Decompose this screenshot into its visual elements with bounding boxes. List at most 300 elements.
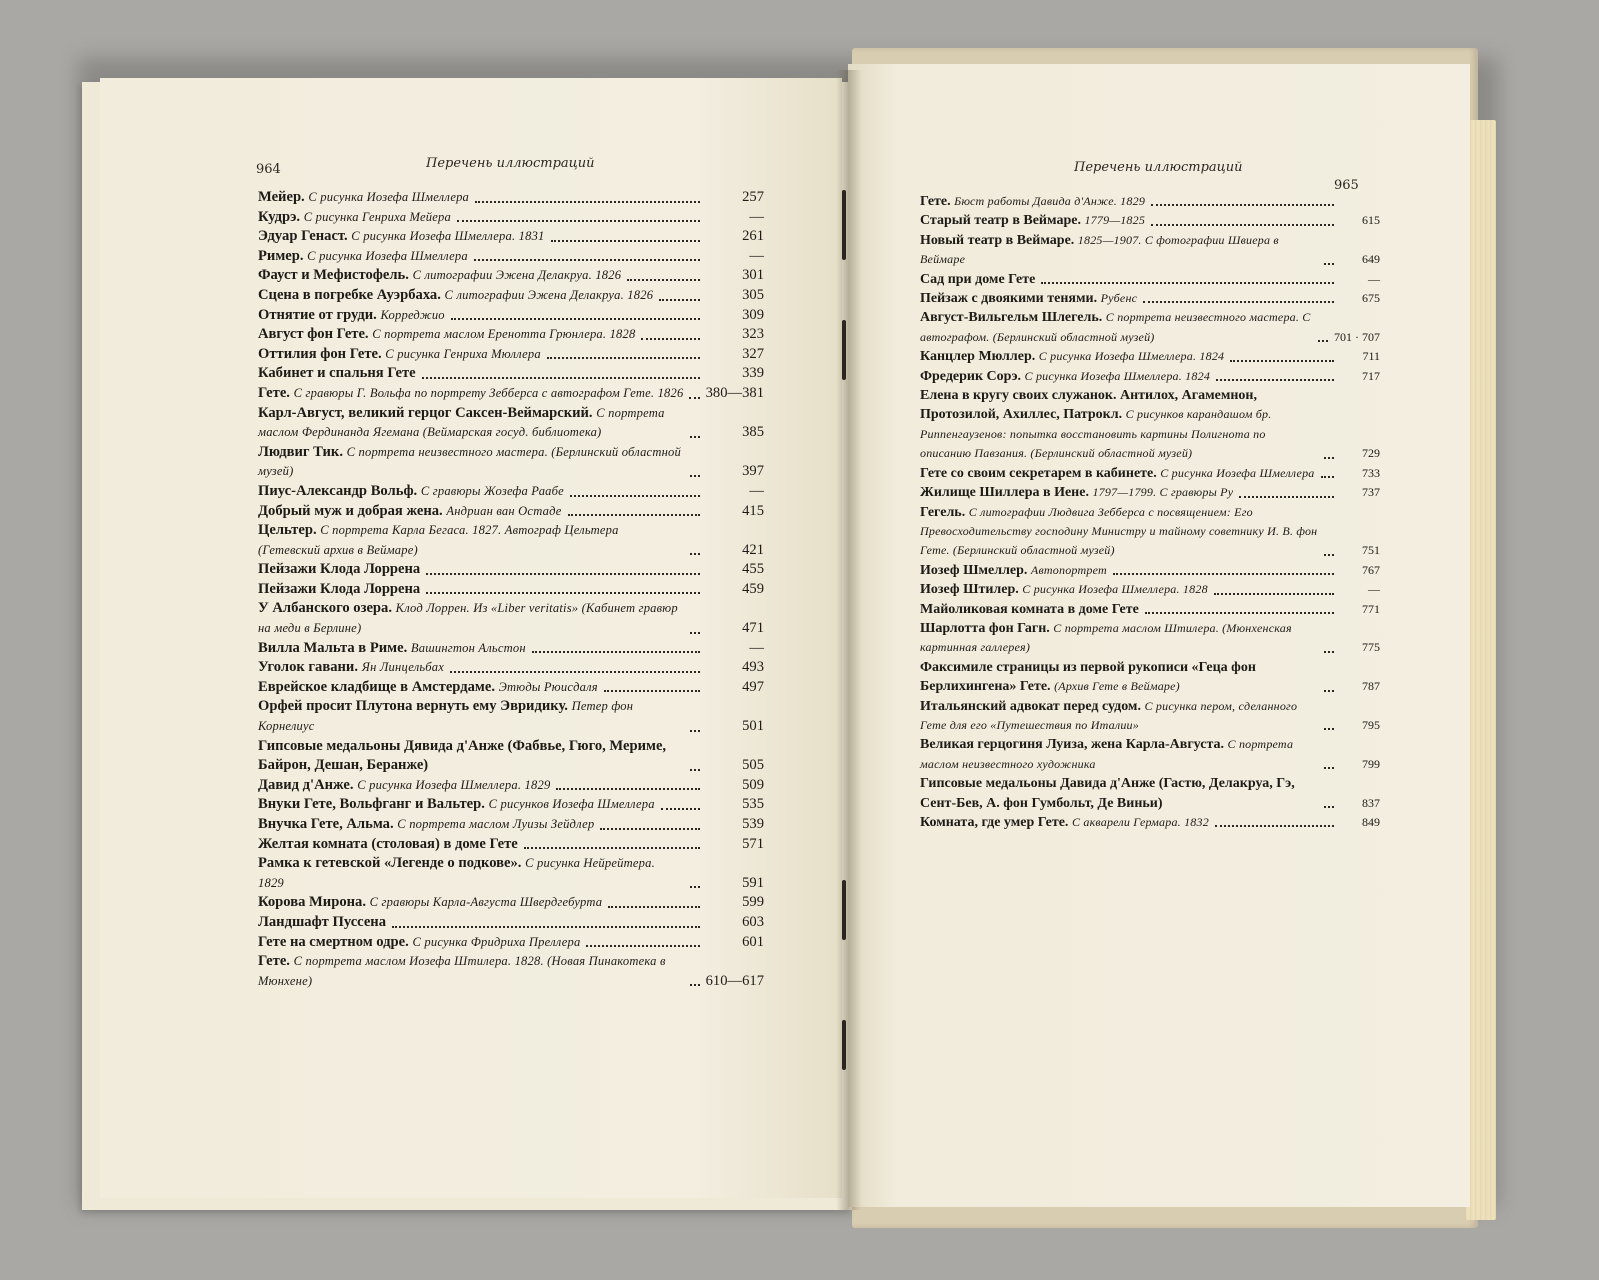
book-gutter bbox=[836, 70, 862, 1210]
entry-title: Внуки Гете, Вольфганг и Вальтер. bbox=[258, 796, 485, 813]
entry-source: С литографии Эжена Делакруа. 1826 bbox=[412, 268, 622, 283]
leader-dots bbox=[1239, 496, 1334, 498]
illustration-entry bbox=[258, 208, 764, 228]
entry-text bbox=[258, 521, 684, 560]
entry-text bbox=[920, 192, 1145, 211]
illustration-entry bbox=[920, 735, 1380, 774]
illustration-entry bbox=[258, 227, 764, 247]
entry-page-number: 799 bbox=[1362, 756, 1380, 771]
entry-source: С акварели Гермара. 1832 bbox=[1071, 815, 1209, 829]
illustration-entry bbox=[258, 697, 764, 736]
leader-dots bbox=[1113, 573, 1334, 575]
illustration-entry bbox=[920, 619, 1380, 658]
entry-page-number: 701 · 707 bbox=[1334, 329, 1380, 344]
entry-page-number: 571 bbox=[742, 835, 764, 852]
leader-dots bbox=[568, 514, 700, 516]
entry-source: С гравюры Жозефа Раабе bbox=[420, 483, 564, 498]
illustration-entry bbox=[258, 639, 764, 659]
entry-page-number: 339 bbox=[742, 365, 764, 382]
entry-text bbox=[920, 619, 1318, 658]
entry-source: С рисунка Иозефа Шмеллера. 1824 bbox=[1038, 349, 1225, 364]
entry-title: Август фон Гете. bbox=[258, 326, 369, 343]
illustration-entry bbox=[920, 697, 1380, 736]
entry-text bbox=[258, 737, 684, 776]
leader-dots bbox=[1230, 360, 1334, 362]
illustration-entry bbox=[258, 560, 764, 580]
entry-text bbox=[258, 815, 594, 835]
entry-title: Пейзажи Клода Лоррена bbox=[258, 580, 421, 597]
entry-text bbox=[258, 188, 469, 208]
page-edges bbox=[1466, 120, 1496, 1220]
leader-dots bbox=[1214, 593, 1334, 595]
entry-text bbox=[920, 774, 1318, 813]
entry-source: Автопортрет bbox=[1030, 562, 1107, 577]
entry-text bbox=[258, 325, 635, 345]
illustration-entry bbox=[258, 776, 764, 796]
entry-source: С рисунка Генриха Мейера bbox=[303, 209, 451, 224]
entry-text bbox=[920, 503, 1318, 561]
leader-dots bbox=[1324, 806, 1334, 808]
entry-title: Шарлотта фон Гагн. bbox=[920, 620, 1050, 636]
illustration-entry bbox=[258, 247, 764, 267]
entry-text bbox=[258, 560, 420, 580]
entry-title: Кудрэ. bbox=[258, 208, 301, 225]
entry-page-number: 385 bbox=[742, 424, 764, 441]
illustration-entry bbox=[920, 658, 1380, 697]
entry-title: Желтая комната (столовая) в доме Гете bbox=[258, 835, 518, 852]
entry-source: С рисунка Нейрейтера. 1829 bbox=[258, 856, 655, 890]
entry-source: С рисунка Генриха Мюллера bbox=[385, 346, 541, 361]
entry-source: С гравюры Карла-Августа Швердгебурта bbox=[369, 895, 603, 910]
leader-dots bbox=[422, 377, 700, 379]
illustration-entry bbox=[920, 600, 1380, 619]
entry-title: Жилище Шиллера в Иене. bbox=[920, 485, 1089, 501]
entry-page-number: 649 bbox=[1362, 252, 1380, 267]
entry-page-number: 509 bbox=[742, 776, 764, 793]
illustration-entry bbox=[258, 384, 764, 404]
entry-title: Добрый муж и добрая жена. bbox=[258, 502, 443, 519]
entry-title: Мейер. bbox=[258, 189, 305, 205]
illustration-entry bbox=[258, 306, 764, 326]
entry-source: С литографии Людвига Зебберса с посвящением: Его Превосходительству господину Министру и тайному советнику И. В. фон Гете. (Берлинский областной музей) bbox=[920, 504, 1318, 558]
illustration-entry bbox=[258, 893, 764, 913]
leader-dots bbox=[1151, 224, 1334, 226]
illustration-entry bbox=[920, 580, 1380, 599]
illustration-entry bbox=[258, 658, 764, 678]
entry-text bbox=[920, 289, 1137, 308]
illustration-entry bbox=[258, 325, 764, 345]
entry-source: С портрета маслом Фердинанда Ягемана (Веймарская госуд. библиотека) bbox=[258, 405, 665, 440]
illustration-entry bbox=[920, 347, 1380, 366]
entry-title: Оттилия фон Гете. bbox=[258, 345, 382, 362]
leader-dots bbox=[690, 730, 700, 732]
entry-text bbox=[258, 502, 562, 522]
entry-source: С портрета маслом Луизы Зейдлер bbox=[397, 817, 595, 831]
entry-title: Ландшафт Пуссена bbox=[258, 913, 387, 930]
entry-title: Цельтер. bbox=[258, 522, 317, 539]
entry-source: С рисунков Иозефа Шмеллера bbox=[488, 797, 655, 812]
entry-page-number: 505 bbox=[742, 757, 764, 774]
entry-title: Гегель. bbox=[920, 504, 966, 520]
entry-text bbox=[258, 247, 468, 267]
entry-source: (Архив Гете в Веймаре) bbox=[1054, 679, 1180, 694]
entry-page-number: — bbox=[1368, 582, 1380, 597]
entry-title: Канцлер Мюллер. bbox=[920, 349, 1036, 365]
entry-title: Рамка к гетевской «Легенде о подкове». bbox=[258, 855, 522, 872]
illustration-entry bbox=[258, 737, 764, 776]
entry-text bbox=[920, 483, 1233, 502]
entry-page-number: 615 bbox=[1362, 213, 1380, 228]
entry-title: Гете. bbox=[920, 194, 951, 209]
left-page-number: 964 bbox=[256, 162, 281, 177]
entry-title: Комната, где умер Гете. bbox=[920, 815, 1069, 830]
leader-dots bbox=[689, 397, 699, 399]
leader-dots bbox=[1324, 651, 1334, 653]
illustration-entry bbox=[258, 795, 764, 815]
leader-dots bbox=[690, 436, 700, 438]
left-illustration-list bbox=[258, 188, 764, 991]
leader-dots bbox=[1324, 263, 1334, 265]
entry-page-number: — bbox=[1368, 271, 1380, 286]
entry-title: Сад при доме Гете bbox=[920, 271, 1036, 287]
illustration-entry bbox=[258, 521, 764, 560]
entry-title: Иозеф Штилер. bbox=[920, 582, 1019, 598]
entry-text bbox=[258, 580, 420, 600]
entry-page-number: 539 bbox=[742, 816, 764, 832]
entry-page-number: 729 bbox=[1362, 446, 1380, 461]
entry-page-number: 421 bbox=[742, 541, 764, 558]
entry-page-number: 717 bbox=[1362, 368, 1380, 383]
leader-dots bbox=[426, 573, 700, 575]
leader-dots bbox=[1324, 690, 1334, 692]
leader-dots bbox=[641, 338, 700, 340]
entry-text bbox=[920, 231, 1318, 270]
entry-text bbox=[258, 599, 684, 638]
leader-dots bbox=[475, 201, 700, 203]
entry-page-number: 493 bbox=[742, 659, 764, 676]
entry-title: Эдуар Генаст. bbox=[258, 228, 348, 245]
entry-title: Уголок гавани. bbox=[258, 659, 358, 676]
entry-title: Пейзаж с двоякими тенями. bbox=[920, 291, 1098, 307]
entry-page-number: 535 bbox=[742, 796, 764, 813]
entry-page-number: 459 bbox=[742, 580, 764, 597]
entry-source: 1797—1799. С гравюры Ру bbox=[1092, 485, 1234, 500]
entry-page-number: 767 bbox=[1362, 562, 1380, 577]
entry-source: С портрета маслом Иозефа Штилера. 1828. (Новая Пинакотека в Мюнхене) bbox=[258, 954, 666, 988]
entry-text bbox=[258, 482, 564, 502]
leader-dots bbox=[451, 318, 700, 320]
leader-dots bbox=[690, 475, 700, 477]
entry-page-number: 787 bbox=[1362, 679, 1380, 694]
illustration-entry bbox=[258, 952, 764, 991]
entry-title: Майоликовая комната в доме Гете bbox=[920, 601, 1139, 617]
entry-text bbox=[920, 561, 1107, 580]
entry-text bbox=[920, 308, 1312, 347]
entry-text bbox=[258, 658, 444, 678]
entry-title: Фредерик Сорэ. bbox=[920, 368, 1022, 384]
illustration-entry bbox=[258, 933, 764, 953]
leader-dots bbox=[608, 906, 700, 908]
entry-page-number: 455 bbox=[742, 561, 764, 578]
entry-source: С гравюры Г. Вольфа по портрету Зебберса с автографом Гете. 1826 bbox=[293, 385, 684, 400]
entry-title: Ример. bbox=[258, 247, 304, 264]
entry-source: С рисунка Иозефа Шмеллера. 1829 bbox=[357, 777, 551, 792]
entry-page-number: 323 bbox=[742, 326, 764, 343]
entry-title: Великая герцогиня Луиза, жена Карла-Августа. bbox=[920, 737, 1225, 753]
entry-page-number: 257 bbox=[742, 189, 764, 205]
leader-dots bbox=[1318, 340, 1328, 342]
entry-source: С рисунка Иозефа Шмеллера. 1831 bbox=[351, 229, 545, 244]
right-page-header: Перечень иллюстраций bbox=[1074, 160, 1243, 175]
entry-source: С рисунков карандашом бр. Риппенгаузенов: попытка восстановить картины Полигнота по описанию Павзания. (Берлинский областной музей) bbox=[920, 407, 1272, 461]
leader-dots bbox=[1145, 612, 1334, 614]
entry-page-number: 737 bbox=[1362, 485, 1380, 500]
illustration-entry bbox=[920, 192, 1380, 211]
leader-dots bbox=[604, 690, 700, 692]
entry-page-number: 675 bbox=[1362, 291, 1380, 306]
illustration-entry bbox=[258, 286, 764, 306]
illustration-entry bbox=[258, 266, 764, 286]
entry-title: Факсимиле страницы из первой рукописи «Геца фон Берлихингена» Гете. bbox=[920, 659, 1256, 695]
binding-thread bbox=[842, 190, 846, 260]
entry-source: С рисунка пером, сделанного Гете для его «Путешествия по Италии» bbox=[920, 698, 1298, 732]
entry-page-number: 603 bbox=[742, 913, 764, 930]
entry-page-number: 775 bbox=[1362, 640, 1380, 655]
illustration-entry bbox=[920, 386, 1380, 464]
right-illustration-list bbox=[920, 192, 1380, 832]
entry-text bbox=[258, 208, 451, 228]
entry-title: Гете со своим секретарем в кабинете. bbox=[920, 465, 1157, 481]
illustration-entry bbox=[258, 854, 764, 893]
illustration-entry bbox=[258, 364, 764, 384]
entry-text bbox=[920, 658, 1318, 697]
leader-dots bbox=[586, 945, 700, 947]
entry-title: Кабинет и спальня Гете bbox=[258, 365, 416, 382]
illustration-entry bbox=[258, 815, 764, 835]
entry-page-number: 601 bbox=[742, 933, 764, 950]
leader-dots bbox=[627, 279, 700, 281]
entry-text bbox=[920, 580, 1208, 599]
entry-text bbox=[258, 933, 580, 953]
entry-source: Этюды Рюисдаля bbox=[498, 679, 598, 694]
leader-dots bbox=[690, 769, 700, 771]
entry-title: Внучка Гете, Альма. bbox=[258, 816, 394, 832]
entry-page-number: 733 bbox=[1362, 465, 1380, 480]
leader-dots bbox=[1151, 204, 1334, 206]
entry-text bbox=[920, 813, 1209, 832]
binding-thread bbox=[842, 880, 846, 940]
entry-text bbox=[258, 913, 386, 933]
entry-title: Еврейское кладбище в Амстердаме. bbox=[258, 678, 495, 695]
entry-text bbox=[920, 347, 1224, 366]
entry-text bbox=[258, 795, 655, 815]
entry-title: Сцена в погребке Ауэрбаха. bbox=[258, 286, 441, 303]
entry-title: Пиус-Александр Вольф. bbox=[258, 482, 418, 499]
leader-dots bbox=[659, 299, 700, 301]
illustration-entry bbox=[920, 289, 1380, 308]
entry-page-number: 771 bbox=[1362, 601, 1380, 616]
entry-page-number: 837 bbox=[1362, 795, 1380, 810]
entry-title: Старый театр в Веймаре. bbox=[920, 213, 1081, 229]
entry-source: Вашингтон Альстон bbox=[410, 640, 526, 655]
entry-title: Елена в кругу своих служанок. Антилох, Агамемнон, Протозилой, Ахиллес, Патрокл. bbox=[920, 388, 1257, 423]
entry-source: С портрета маслом Еренотта Грюнлера. 1828 bbox=[372, 327, 636, 342]
entry-text bbox=[258, 952, 684, 991]
leader-dots bbox=[600, 828, 700, 830]
entry-title: Корова Мирона. bbox=[258, 894, 366, 911]
entry-page-number: 415 bbox=[742, 502, 764, 519]
right-page-number: 965 bbox=[1334, 178, 1359, 193]
entry-text bbox=[920, 367, 1210, 386]
leader-dots bbox=[392, 926, 700, 928]
entry-page-number: 327 bbox=[742, 345, 764, 362]
left-page-header: Перечень иллюстраций bbox=[426, 156, 595, 171]
entry-source: Ян Линцельбах bbox=[361, 660, 445, 675]
entry-title: Гипсовые медальоны Дявида д'Анже (Фабвье, Гюго, Мериме, Байрон, Дешан, Беранже) bbox=[258, 737, 667, 774]
entry-title: Давид д'Анже. bbox=[258, 776, 354, 793]
entry-page-number: 599 bbox=[742, 894, 764, 911]
illustration-entry bbox=[920, 483, 1380, 502]
entry-page-number: 711 bbox=[1362, 349, 1380, 364]
leader-dots bbox=[1321, 476, 1334, 478]
entry-page-number: — bbox=[749, 482, 764, 499]
entry-source: С литографии Эжена Делакруа. 1826 bbox=[444, 287, 654, 302]
illustration-entry bbox=[258, 580, 764, 600]
entry-source: С рисунка Иозефа Шмеллера. 1828 bbox=[1022, 582, 1208, 597]
entry-page-number: — bbox=[749, 639, 764, 656]
entry-title: Гете. bbox=[258, 384, 290, 401]
entry-page-number: 261 bbox=[742, 228, 764, 245]
entry-text bbox=[258, 854, 684, 893]
entry-title: Новый театр в Веймаре. bbox=[920, 232, 1075, 248]
leader-dots bbox=[690, 632, 700, 634]
leader-dots bbox=[457, 220, 700, 222]
entry-title: Гете на смертном одре. bbox=[258, 933, 409, 950]
entry-text bbox=[258, 345, 541, 365]
entry-text bbox=[258, 893, 602, 913]
entry-page-number: 309 bbox=[742, 306, 764, 323]
right-page bbox=[848, 64, 1470, 1207]
entry-source: Рубенс bbox=[1100, 291, 1138, 306]
entry-source: 1825—1907. С фотографии Швиера в Веймаре bbox=[920, 232, 1279, 267]
leader-dots bbox=[1324, 767, 1334, 769]
illustration-entry bbox=[258, 502, 764, 522]
entry-text bbox=[258, 364, 416, 384]
illustration-entry bbox=[258, 345, 764, 365]
left-page bbox=[100, 78, 842, 1198]
entry-page-number: 380—381 bbox=[705, 384, 764, 401]
entry-source: С рисунка Фридриха Преллера bbox=[412, 934, 581, 949]
illustration-entry bbox=[920, 503, 1380, 561]
leader-dots bbox=[547, 357, 700, 359]
entry-source: С портрета маслом неизвестного художника bbox=[920, 737, 1294, 771]
illustration-entry bbox=[258, 482, 764, 502]
entry-source: 1779—1825 bbox=[1084, 213, 1146, 228]
illustration-entry bbox=[920, 561, 1380, 580]
entry-text bbox=[258, 266, 621, 286]
entry-source: Андриан ван Остаде bbox=[446, 503, 562, 518]
entry-title: Орфей просит Плутона вернуть ему Эвридику. bbox=[258, 698, 568, 715]
illustration-entry bbox=[920, 308, 1380, 347]
entry-title: У Албанского озера. bbox=[258, 600, 392, 617]
entry-source: С рисунка Иозефа Шмеллера bbox=[1160, 465, 1315, 480]
leader-dots bbox=[532, 651, 700, 653]
entry-title: Отнятие от груди. bbox=[258, 306, 377, 323]
entry-text bbox=[258, 697, 684, 736]
entry-title: Август-Вильгельм Шлегель. bbox=[920, 310, 1103, 326]
leader-dots bbox=[450, 671, 700, 673]
entry-source: С рисунка Иозефа Шмеллера. 1824 bbox=[1024, 368, 1211, 383]
entry-source: С портрета неизвестного мастера. (Берлинский областной музей) bbox=[258, 444, 681, 479]
entry-title: Фауст и Мефистофель. bbox=[258, 267, 409, 284]
entry-source: Петер фон Корнелиус bbox=[258, 699, 634, 734]
entry-page-number: — bbox=[749, 208, 764, 225]
entry-source: Корреджио bbox=[380, 307, 445, 322]
entry-text bbox=[258, 639, 526, 659]
entry-title: Людвиг Тик. bbox=[258, 443, 343, 460]
illustration-entry bbox=[920, 270, 1380, 289]
entry-page-number: 610—617 bbox=[705, 972, 764, 989]
entry-source: С портрета Карла Бегаса. 1827. Автограф Цельтера (Гетевский архив в Веймаре) bbox=[258, 523, 619, 557]
entry-page-number: 501 bbox=[742, 718, 764, 735]
leader-dots bbox=[474, 259, 700, 261]
leader-dots bbox=[556, 788, 700, 790]
illustration-entry bbox=[920, 211, 1380, 230]
illustration-entry bbox=[258, 913, 764, 933]
entry-source: Клод Лоррен. Из «Liber veritatis» (Кабинет гравюр на меди в Берлине) bbox=[258, 601, 678, 636]
entry-title: Итальянский адвокат перед судом. bbox=[920, 698, 1141, 714]
leader-dots bbox=[1324, 554, 1334, 556]
entry-text bbox=[258, 227, 545, 247]
entry-page-number: 751 bbox=[1362, 543, 1380, 558]
illustration-entry bbox=[258, 599, 764, 638]
entry-text bbox=[920, 386, 1318, 464]
entry-source: С рисунка Иозефа Шмеллера bbox=[308, 190, 470, 204]
entry-page-number: — bbox=[749, 247, 764, 264]
illustration-entry bbox=[920, 231, 1380, 270]
entry-title: Пейзажи Клода Лоррена bbox=[258, 561, 421, 578]
entry-page-number: 301 bbox=[742, 267, 764, 284]
illustration-entry bbox=[258, 404, 764, 443]
entry-text bbox=[258, 306, 445, 326]
entry-text bbox=[920, 211, 1145, 230]
illustration-entry bbox=[920, 464, 1380, 483]
leader-dots bbox=[524, 847, 700, 849]
entry-text bbox=[920, 735, 1318, 774]
entry-title: Вилла Мальта в Риме. bbox=[258, 639, 408, 656]
entry-title: Гете. bbox=[258, 953, 290, 970]
leader-dots bbox=[661, 808, 700, 810]
entry-title: Гипсовые медальоны Давида д'Анже (Гастю, Делакруа, Гэ, Сент-Бев, А. фон Гумбольт, Де Виньи) bbox=[920, 776, 1295, 811]
leader-dots bbox=[426, 592, 700, 594]
entry-page-number: 305 bbox=[742, 286, 764, 303]
entry-text bbox=[258, 678, 598, 698]
entry-page-number: 795 bbox=[1362, 717, 1380, 732]
leader-dots bbox=[1216, 379, 1334, 381]
entry-source: Бюст работы Давида д'Анже. 1829 bbox=[954, 194, 1146, 208]
entry-title: Карл-Август, великий герцог Саксен-Веймарский. bbox=[258, 404, 593, 421]
entry-title: Иозеф Шмеллер. bbox=[920, 562, 1028, 578]
entry-text bbox=[258, 835, 518, 855]
leader-dots bbox=[570, 495, 700, 497]
leader-dots bbox=[690, 886, 700, 888]
binding-thread bbox=[842, 1020, 846, 1070]
entry-source: С портрета маслом Штилера. (Мюнхенская картинная галлерея) bbox=[920, 620, 1292, 655]
leader-dots bbox=[690, 553, 700, 555]
entry-text bbox=[920, 697, 1318, 736]
leader-dots bbox=[1215, 825, 1334, 827]
leader-dots bbox=[551, 240, 700, 242]
